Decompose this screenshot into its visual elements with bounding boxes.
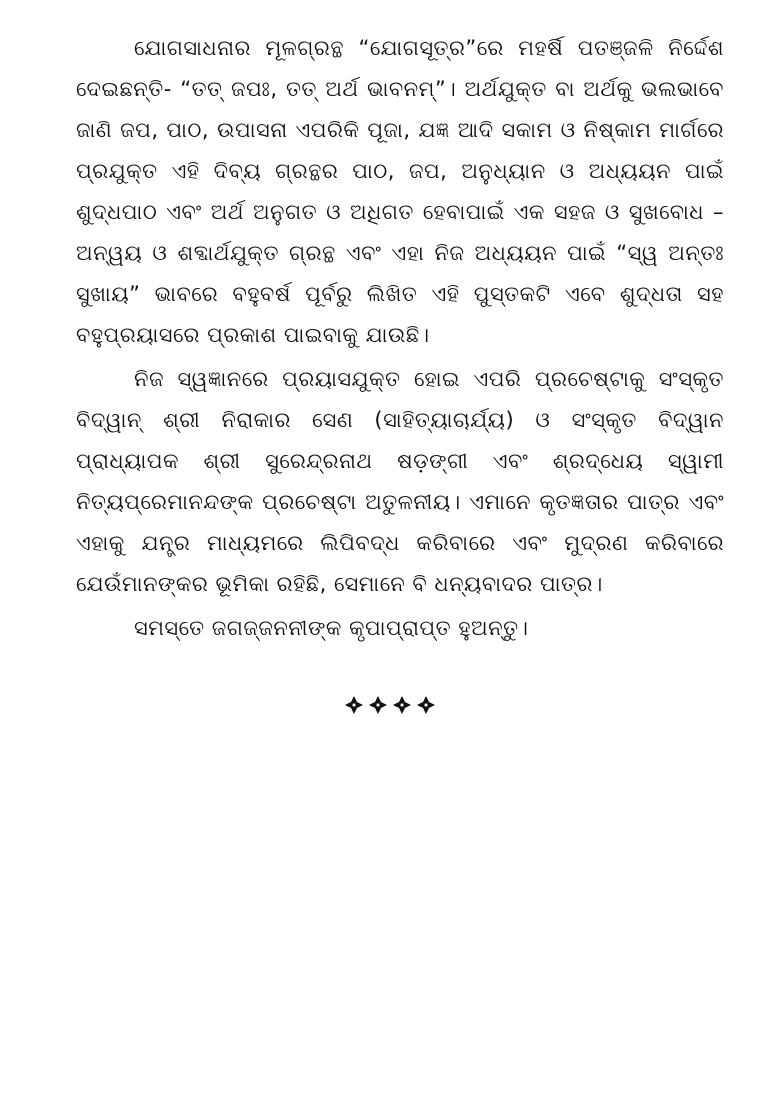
paragraph-2: ନିଜ ସ୍ୱଜ୍ଞାନରେ ପ୍ରୟାସଯୁକ୍ତ ହୋଇ ଏପରି ପ୍ରଚେଷ୍ଟାକୁ ସଂସ୍କୃତ ବିଦ୍ୱାନ୍ ଶ୍ରୀ ନିରାକାର ସେଣ (ସାହିତ୍ୟାଚାର୍ଯ୍ୟ) ଓ ସଂସ୍କୃତ ବିଦ୍ୱାନ ପ୍ରାଧ୍ୟାପକ ଶ୍ରୀ ସୁରେନ୍ଦ୍ରନାଥ ଷଡ଼ଙ୍ଗୀ ଏବଂ ଶ୍ରଦ୍ଧେୟ ସ୍ୱାମୀ ନିତ୍ୟପ୍ରେମାନନ୍ଦଙ୍କ ପ୍ରଚେଷ୍ଟା ଅତୁଳନୀୟ। ଏମାନେ କୃତଜ୍ଞତାର ପାତ୍ର ଏବଂ ଏହାକୁ ଯନ୍ତ୍ର ମାଧ୍ୟମରେ ଲିପିବଦ୍ଧ କରିବାରେ ଏବଂ ମୁଦ୍ରଣ କରିବାରେ ଯେଉଁମାନଙ୍କର ଭୂମିକା ରହିଛି, ସେମାନେ ବି ଧନ୍ୟବାଦର ପାତ୍ର। xyxy=(76,367,724,596)
ornament-flower-icon xyxy=(368,695,388,715)
ornament-flower-icon xyxy=(416,695,436,715)
body-text xyxy=(76,28,724,649)
paragraph-1: ଯୋଗସାଧନାର ମୂଳଗ୍ରନ୍ଥ “ଯୋଗସୂତ୍ର”ରେ ମହର୍ଷି ପତଞ୍ଜଳି ନିର୍ଦ୍ଦେଶ ଦେଇଛନ୍ତି- “ତତ୍ ଜପଃ, ତତ୍ ଅର୍ଥ ଭାବନମ୍”। ଅର୍ଥଯୁକ୍ତ ବା ଅର୍ଥକୁ ଭଲଭାବେ ଜାଣି ଜପ, ପାଠ, ଉପାସନା ଏପରିକି ପୂଜା, ଯଜ୍ଞ ଆଦି ସକାମ ଓ ନିଷ୍କାମ ମାର୍ଗରେ ପ୍ରଯୁକ୍ତ ଏହି ଦିବ୍ୟ ଗ୍ରନ୍ଥର ପାଠ, ଜପ, ଅନୁଧ୍ୟାନ ଓ ଅଧ୍ୟୟନ ପାଇଁ ଶୁଦ୍ଧପାଠ ଏବଂ ଅର୍ଥ ଅନୁଗତ ଓ ଅଧିଗତ ହେବାପାଇଁ ଏକ ସହଜ ଓ ସୁଖବୋଧ – ଅନ୍ୱୟ ଓ ଶବ୍ଦାର୍ଥଯୁକ୍ତ ଗ୍ରନ୍ଥ ଏବଂ ଏହା ନିଜ ଅଧ୍ୟୟନ ପାଇଁ “ସ୍ୱ ଅନ୍ତଃ ସୁଖାୟ” ଭାବରେ ବହୁବର୍ଷ ପୂର୍ବରୁ ଲିଖିତ ଏହି ପୁସ୍ତକଟି ଏବେ ଶୁଦ୍ଧତା ସହ ବହୁପ୍ରୟାସରେ ପ୍ରକାଶ ପାଇବାକୁ ଯାଉଛି। xyxy=(76,36,724,347)
ornament-flower-icon xyxy=(344,695,364,715)
ornament-flower-icon xyxy=(392,695,412,715)
paragraph-3: ସମସ୍ତେ ଜଗଜ୍ଜନନୀଙ୍କ କୃପାପ୍ରାପ୍ତ ହୁଅନ୍ତୁ। xyxy=(134,616,529,640)
section-end-ornament xyxy=(340,690,440,720)
